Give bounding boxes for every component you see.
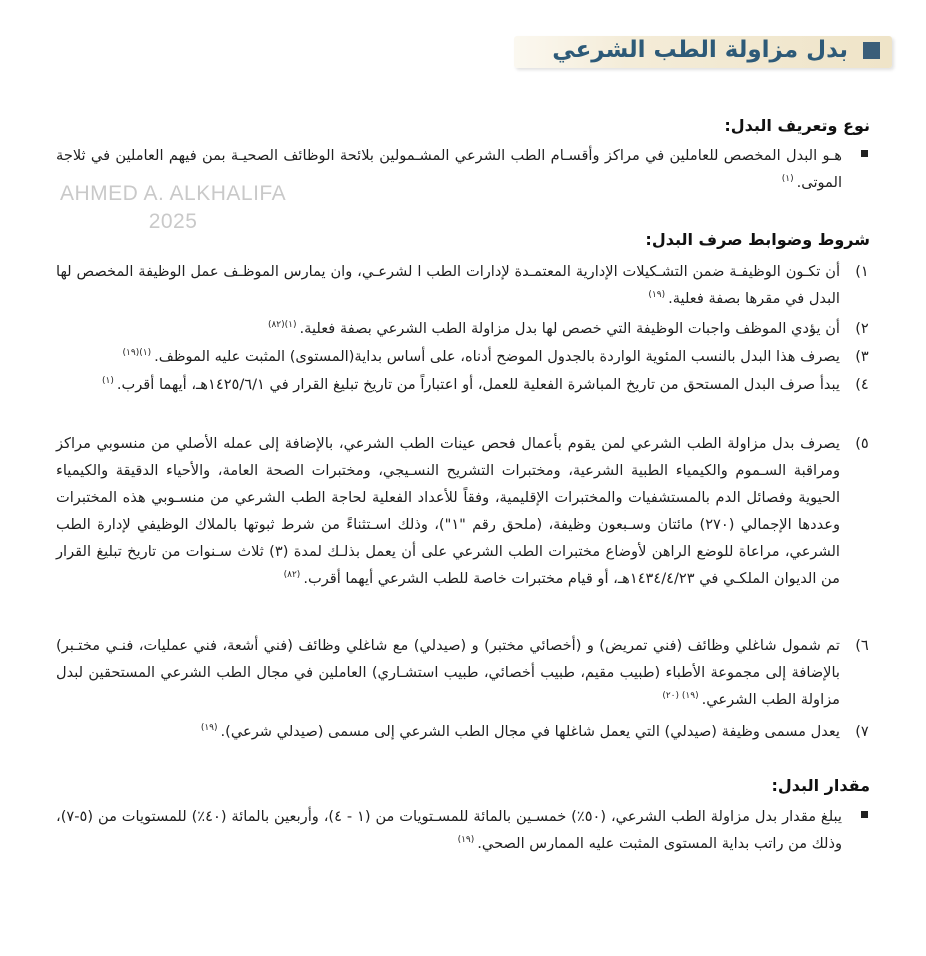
condition-item-3 bbox=[56, 343, 870, 370]
item-number: ٦) bbox=[855, 637, 869, 654]
item-number: ١) bbox=[855, 263, 869, 280]
condition-item-6 bbox=[56, 632, 870, 713]
condition-item-4 bbox=[56, 371, 870, 398]
definition-heading: نوع وتعريف البدل: bbox=[724, 116, 870, 135]
condition-item-1 bbox=[56, 258, 870, 312]
definition-paragraph bbox=[56, 142, 870, 196]
condition-item-2 bbox=[56, 315, 870, 342]
condition-item-5 bbox=[56, 430, 870, 592]
square-bullet-icon bbox=[861, 150, 868, 157]
footnote-ref: (١) bbox=[781, 174, 794, 185]
footnote-ref: (١٩) bbox=[200, 723, 218, 734]
watermark-year: 2025 bbox=[148, 210, 198, 233]
square-bullet-icon bbox=[861, 811, 868, 818]
title-banner bbox=[514, 36, 892, 68]
item-number: ٤) bbox=[855, 376, 869, 393]
amount-paragraph bbox=[56, 803, 870, 857]
item-text: يبدأ صرف البدل المستحق من تاريخ المباشرة الفعلية للعمل، أو اعتباراً من تاريخ تبليغ القرار في ١٤٢٥/٦/١هـ، أيهما أقرب. bbox=[116, 376, 840, 393]
item-number: ٣) bbox=[855, 348, 869, 365]
footnote-ref: (١٩) bbox=[457, 835, 475, 846]
item-number: ٢) bbox=[855, 320, 869, 337]
item-text: أن تكـون الوظيفـة ضمن التشـكيلات الإدارية المعتمـدة لإدارات الطب ا لشرعـي، وان يمارس الموظـف عمل الوظيفة المخصص لها البدل في مقرها بصفة فعلية. bbox=[56, 263, 840, 307]
footnote-ref: (١)(٨٢) bbox=[267, 320, 297, 331]
item-number: ٧) bbox=[855, 723, 869, 740]
amount-heading: مقدار البدل: bbox=[771, 776, 870, 795]
item-text: تم شمول شاغلي وظائف (فني تمريض) و (أخصائي مختبر) و (صيدلي) مع شاغلي وظائف (فني أشعة، فني عمليات، فنـي مختـبر) بالإضافة إلى مجموعة الأطباء (طبيب مقيم، طبيب أخصائي، طبيب استشـاري) العاملين في مجال الطب الشرعي المستحقين لبدل مزاولة الطب الشرعي. bbox=[56, 637, 840, 708]
square-bullet-icon bbox=[863, 42, 880, 59]
page-title: بدل مزاولة الطب الشرعي bbox=[552, 37, 848, 63]
conditions-heading: شروط وضوابط صرف البدل: bbox=[645, 230, 870, 249]
footnote-ref: (١) bbox=[101, 376, 114, 387]
watermark-name: AHMED A. ALKHALIFA bbox=[60, 182, 287, 205]
item-text: يصرف بدل مزاولة الطب الشرعي لمن يقوم بأعمال فحص عينات الطب الشرعي، بالإضافة إلى عمله الأصلي من منسوبي مراكز ومراقبة السـموم والكيمياء الطبية الشرعية، ومختبرات التشريح النسـيجي، ومختبرات الصحة العامة، والأحياء الدقيقة والكيمياء الحيوية وفصائل الدم بالمستشفيات والمختبرات الإقليمية، وفقاً للأعداد الفعلية لحاجة الطب الشرعي من منسـوبي هذه المختبرات وعددها الإجمالي (٢٧٠) مائتان وسـبعون وظيفة، (ملحق رقم "١")، وذلك اسـتثناءً من شرط ثبوتها بالملاك الوظيفي لإدارة الطب الشرعي، مراعاة للوضع الراهن لأوضاع مختبرات الطب الشرعي على أن يعمل بذلـك لمدة (٣) ثلاث سـنوات من تاريخ تبليغ القرار من الديوان الملكـي في ١٤٣٤/٤/٢٣هـ، أو قيام مختبرات خاصة للطب الشرعي أيهما أقرب. bbox=[56, 435, 840, 587]
footnote-ref: (١٩) bbox=[648, 290, 666, 301]
footnote-ref: (٨٢) bbox=[283, 570, 301, 581]
footnote-ref: (١)(١٩) bbox=[122, 348, 152, 359]
amount-text: يبلغ مقدار بدل مزاولة الطب الشرعي، (٥٠٪) خمسـين بالمائة للمسـتويات من (١ - ٤)، وأربعين بالمائة (٤٠٪) للمستويات من (٥-٧)، وذلك من راتب بداية المستوى المثبت عليه الممارس الصحي. bbox=[56, 808, 842, 852]
definition-text: هـو البدل المخصص للعاملين في مراكز وأقسـام الطب الشرعي المشـمولين بلائحة الوظائف الصحيـة بمن فيهم العاملين في ثلاجة الموتى. bbox=[56, 147, 842, 191]
item-number: ٥) bbox=[855, 435, 869, 452]
condition-item-7 bbox=[56, 718, 870, 745]
item-text: يصرف هذا البدل بالنسب المئوية الواردة بالجدول الموضح أدناه، على أساس بداية(المستوى) المثبت عليه الموظف. bbox=[154, 348, 840, 365]
item-text: يعدل مسمى وظيفة (صيدلي) التي يعمل شاغلها في مجال الطب الشرعي إلى مسمى (صيدلي شرعي). bbox=[220, 723, 840, 740]
item-text: أن يؤدي الموظف واجبات الوظيفة التي خصص لها بدل مزاولة الطب الشرعي بصفة فعلية. bbox=[299, 320, 840, 337]
footnote-ref: (١٩) (٢٠) bbox=[662, 691, 699, 702]
